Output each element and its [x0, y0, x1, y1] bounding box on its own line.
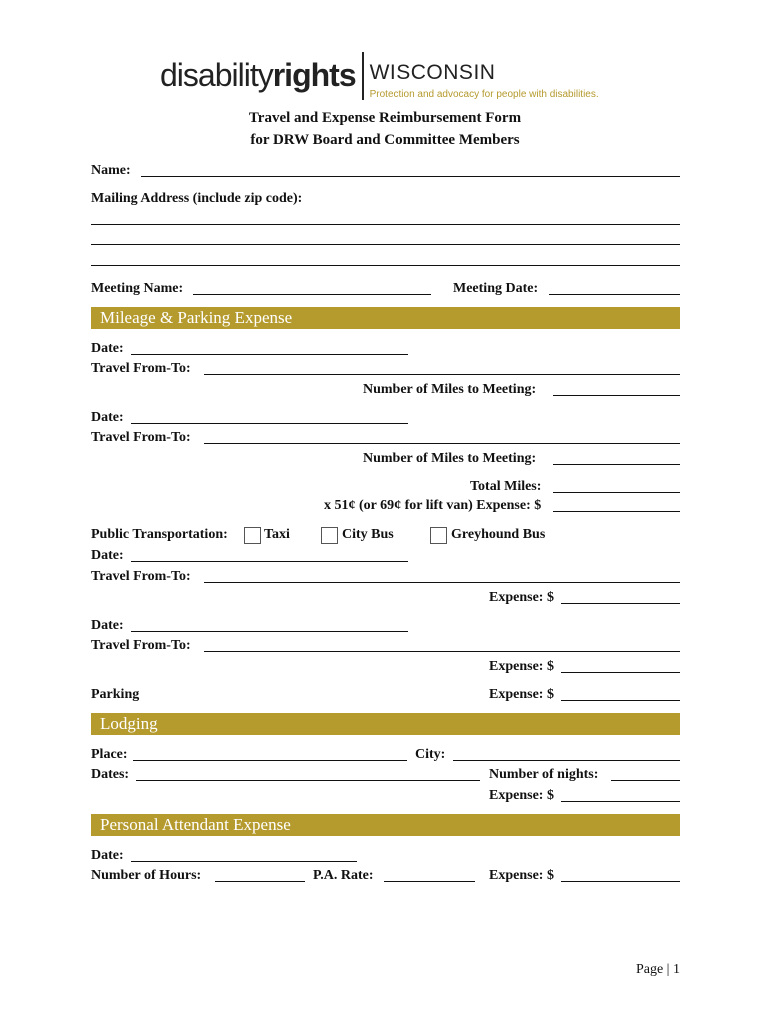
transport2-travel-label: Travel From-To: — [91, 638, 191, 653]
meeting-date-label: Meeting Date: — [453, 281, 539, 296]
section-lodging-header: Lodging — [91, 713, 680, 735]
attendant-date-field[interactable] — [131, 861, 357, 862]
transport2-expense-label: Expense: $ — [489, 659, 554, 674]
transport1-travel-field[interactable] — [204, 582, 680, 583]
mileage-expense-field[interactable] — [553, 511, 680, 512]
name-row — [91, 162, 680, 180]
mileage1-travel-row — [91, 360, 680, 378]
lodging-expense-field[interactable] — [561, 801, 680, 802]
attendant-expense-label: Expense: $ — [489, 868, 554, 883]
parking-label: Parking — [91, 687, 140, 702]
lodging-dates-field[interactable] — [136, 780, 480, 781]
attendant-date-label: Date: — [91, 848, 124, 863]
attendant-rate-field[interactable] — [384, 881, 475, 882]
logo-state: WISCONSIN — [369, 61, 496, 84]
mileage1-date-label: Date: — [91, 341, 124, 356]
form-title: Travel and Expense Reimbursement Form — [248, 110, 522, 126]
mileage2-travel-row — [91, 429, 680, 447]
mileage-rate-label: x 51¢ (or 69¢ for lift van) Expense: $ — [324, 498, 542, 513]
logo-divider — [362, 52, 364, 100]
lodging-place-field[interactable] — [133, 760, 407, 761]
transport1-expense-row — [91, 589, 680, 607]
mileage1-travel-label: Travel From-To: — [91, 361, 191, 376]
mileage-expense-row — [91, 497, 680, 515]
section-attendant-header: Personal Attendant Expense — [91, 814, 680, 836]
attendant-hours-label: Number of Hours: — [91, 868, 202, 883]
lodging-expense-row — [91, 787, 680, 805]
logo-tagline: Protection and advocacy for people with disabilities. — [369, 89, 599, 100]
total-miles-label: Total Miles: — [470, 479, 542, 494]
city-bus-label: City Bus — [342, 527, 394, 542]
lodging-place-row — [91, 746, 680, 764]
mileage2-travel-field[interactable] — [204, 443, 680, 444]
transport2-expense-field[interactable] — [561, 672, 680, 673]
mailing-field-1[interactable] — [91, 224, 680, 225]
mileage2-date-label: Date: — [91, 410, 124, 425]
transport2-travel-field[interactable] — [204, 651, 680, 652]
page-number: Page | 1 — [635, 962, 680, 977]
transport1-date-field[interactable] — [131, 561, 408, 562]
parking-row — [91, 686, 680, 704]
transport-label: Public Transportation: — [91, 527, 228, 542]
parking-expense-field[interactable] — [561, 700, 680, 701]
logo — [160, 50, 599, 106]
transport2-date-label: Date: — [91, 618, 124, 633]
attendant-hours-row — [91, 867, 680, 885]
meeting-name-field[interactable] — [193, 294, 431, 295]
attendant-rate-label: P.A. Rate: — [313, 868, 374, 883]
transport1-expense-field[interactable] — [561, 603, 680, 604]
mailing-row — [91, 190, 680, 208]
mileage1-miles-label: Number of Miles to Meeting: — [363, 382, 537, 397]
parking-expense-label: Expense: $ — [489, 687, 554, 702]
lodging-nights-label: Number of nights: — [489, 767, 599, 782]
transport1-expense-label: Expense: $ — [489, 590, 554, 605]
taxi-label: Taxi — [264, 527, 290, 542]
attendant-hours-field[interactable] — [215, 881, 305, 882]
logo-wordmark: disabilityrights — [160, 57, 356, 93]
mileage2-date-field[interactable] — [131, 423, 408, 424]
transport2-date-field[interactable] — [131, 631, 408, 632]
mileage1-travel-field[interactable] — [204, 374, 680, 375]
transport1-travel-row — [91, 568, 680, 586]
transport2-date-row — [91, 617, 680, 635]
total-miles-row — [91, 478, 680, 496]
mileage1-miles-row — [91, 381, 680, 399]
transport1-date-label: Date: — [91, 548, 124, 563]
lodging-nights-field[interactable] — [611, 780, 680, 781]
mailing-field-3[interactable] — [91, 265, 680, 266]
name-field[interactable] — [141, 176, 680, 177]
attendant-expense-field[interactable] — [561, 881, 680, 882]
mileage1-miles-field[interactable] — [553, 395, 680, 396]
name-label: Name: — [91, 163, 131, 178]
lodging-city-field[interactable] — [453, 760, 680, 761]
attendant-date-row — [91, 847, 680, 865]
total-miles-field[interactable] — [553, 492, 680, 493]
mailing-label: Mailing Address (include zip code): — [91, 191, 303, 206]
transport2-expense-row — [91, 658, 680, 676]
mileage2-miles-row — [91, 450, 680, 468]
transport-row — [91, 526, 680, 544]
mileage2-miles-label: Number of Miles to Meeting: — [363, 451, 537, 466]
meeting-name-label: Meeting Name: — [91, 281, 184, 296]
lodging-expense-label: Expense: $ — [489, 788, 554, 803]
lodging-dates-label: Dates: — [91, 767, 130, 782]
taxi-checkbox[interactable] — [244, 527, 261, 544]
section-mileage-header: Mileage & Parking Expense — [91, 307, 680, 329]
lodging-dates-row — [91, 766, 680, 784]
transport2-travel-row — [91, 637, 680, 655]
mileage2-date-row — [91, 409, 680, 427]
greyhound-bus-checkbox[interactable] — [430, 527, 447, 544]
form-subtitle: for DRW Board and Committee Members — [250, 132, 520, 148]
greyhound-bus-label: Greyhound Bus — [451, 527, 546, 542]
mileage2-miles-field[interactable] — [553, 464, 680, 465]
transport1-travel-label: Travel From-To: — [91, 569, 191, 584]
meeting-row — [91, 280, 680, 298]
transport1-date-row — [91, 547, 680, 565]
mailing-field-2[interactable] — [91, 244, 680, 245]
city-bus-checkbox[interactable] — [321, 527, 338, 544]
lodging-place-label: Place: — [91, 747, 128, 762]
mileage2-travel-label: Travel From-To: — [91, 430, 191, 445]
mileage1-date-row — [91, 340, 680, 358]
meeting-date-field[interactable] — [549, 294, 680, 295]
lodging-city-label: City: — [415, 747, 446, 762]
mileage1-date-field[interactable] — [131, 354, 408, 355]
